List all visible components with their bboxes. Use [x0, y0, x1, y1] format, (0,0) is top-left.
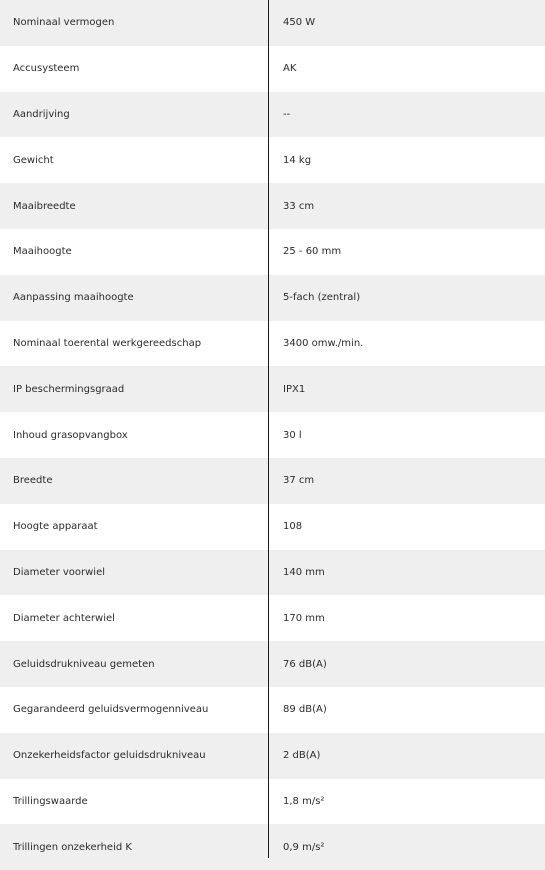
spec-value: 0,9 m/s²: [283, 841, 325, 853]
spec-row: [0, 321, 545, 367]
spec-row: [0, 550, 545, 596]
spec-row: [0, 595, 545, 641]
spec-row: [0, 458, 545, 504]
spec-value: 1,8 m/s²: [283, 795, 325, 807]
spec-label: Accusysteem: [13, 63, 80, 75]
spec-value: 89 dB(A): [283, 704, 327, 716]
spec-row: [0, 824, 545, 870]
spec-label: Nominaal toerental werkgereedschap: [13, 337, 202, 349]
spec-row: [0, 0, 545, 46]
spec-label: Aanpassing maaihoogte: [13, 292, 134, 304]
spec-row: [0, 733, 545, 779]
spec-value: 14 kg: [283, 154, 312, 166]
spec-value: 37 cm: [283, 475, 315, 487]
spec-value: AK: [283, 63, 297, 75]
spec-value: 76 dB(A): [283, 658, 327, 670]
spec-value: 5-fach (zentral): [283, 292, 361, 304]
spec-label: Inhoud grasopvangbox: [13, 429, 128, 441]
spec-row: [0, 275, 545, 321]
spec-value: 450 W: [283, 17, 316, 29]
spec-label: Nominaal vermogen: [13, 17, 115, 29]
spec-label: Onzekerheidsfactor geluidsdrukniveau: [13, 750, 206, 762]
spec-label: Gewicht: [13, 154, 54, 166]
spec-label: Trillingswaarde: [13, 795, 88, 807]
spec-row: [0, 46, 545, 92]
spec-label: Diameter achterwiel: [13, 612, 115, 624]
spec-label: Diameter voorwiel: [13, 566, 106, 578]
spec-label: IP beschermingsgraad: [13, 383, 125, 395]
column-divider: [268, 0, 269, 858]
spec-row: [0, 504, 545, 550]
spec-value: 170 mm: [283, 612, 325, 624]
spec-row: [0, 92, 545, 138]
spec-label: Hoogte apparaat: [13, 521, 98, 533]
spec-row: [0, 779, 545, 825]
spec-row: [0, 183, 545, 229]
spec-value: 25 - 60 mm: [283, 246, 342, 258]
spec-label: Maaibreedte: [13, 200, 76, 212]
spec-label: Maaihoogte: [13, 246, 72, 258]
spec-value: 140 mm: [283, 566, 325, 578]
spec-value: IPX1: [283, 383, 306, 395]
spec-value: --: [283, 108, 291, 120]
spec-value: 2 dB(A): [283, 750, 321, 762]
spec-label: Aandrijving: [13, 108, 70, 120]
spec-value: 3400 omw./min.: [283, 337, 364, 349]
spec-row: [0, 687, 545, 733]
spec-row: [0, 137, 545, 183]
spec-label: Gegarandeerd geluidsvermogenniveau: [13, 704, 209, 716]
spec-value: 108: [283, 521, 303, 533]
spec-label: Geluidsdrukniveau gemeten: [13, 658, 155, 670]
spec-row: [0, 641, 545, 687]
spec-row: [0, 229, 545, 275]
spec-value: 30 l: [283, 429, 302, 441]
spec-row: [0, 366, 545, 412]
spec-label: Breedte: [13, 475, 53, 487]
spec-label: Trillingen onzekerheid K: [13, 841, 132, 853]
spec-row: [0, 412, 545, 458]
spec-value: 33 cm: [283, 200, 315, 212]
